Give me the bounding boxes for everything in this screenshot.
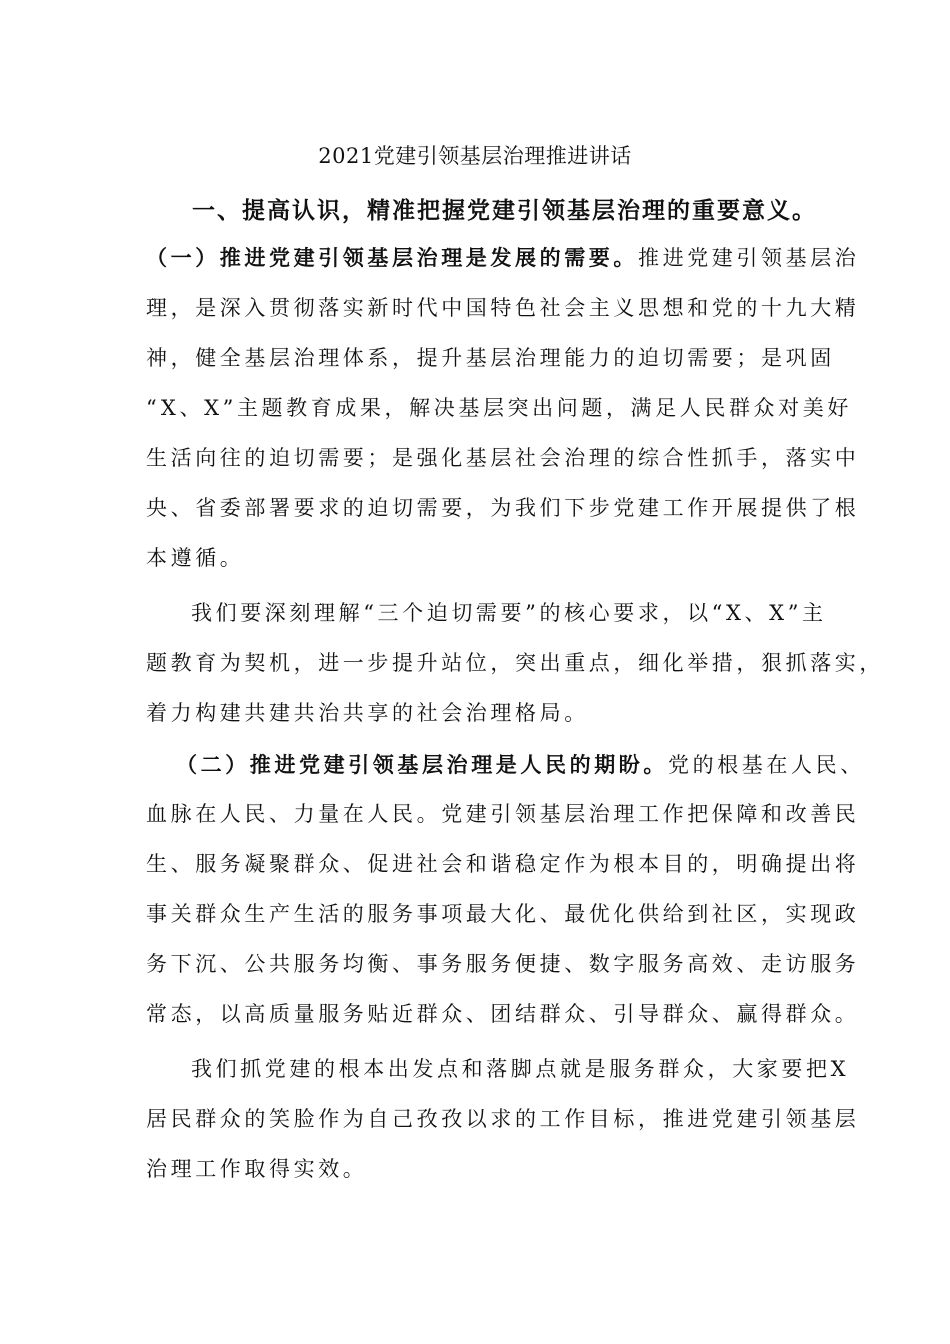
para4-line-3: 治理工作取得实效。 <box>146 1157 368 1181</box>
section2-line-1 <box>176 750 876 780</box>
section1-line-3: 神，健全基层治理体系，提升基层治理能力的迫切需要；是巩固 <box>146 346 835 370</box>
section1-line-4: “X、X”主题教育成果，解决基层突出问题，满足人民群众对美好 <box>146 396 852 420</box>
section2-line-1-text: 党的根基在人民、 <box>668 753 865 777</box>
section1-line-6: 央、省委部署要求的迫切需要，为我们下步党建工作开展提供了根 <box>146 496 860 520</box>
document-title: 2021党建引领基层治理推进讲话 <box>318 144 632 168</box>
section1-line-2: 理，是深入贯彻落实新时代中国特色社会主义思想和党的十九大精 <box>146 296 860 320</box>
section1-line-1-text: 推进党建引领基层治 <box>638 246 860 270</box>
section2-line-3: 生、服务凝聚群众、促进社会和谐稳定作为根本目的，明确提出将 <box>146 852 860 876</box>
section2-line-2: 血脉在人民、力量在人民。党建引领基层治理工作把保障和改善民 <box>146 802 860 826</box>
section2-line-5: 务下沉、公共服务均衡、事务服务便捷、数字服务高效、走访服务 <box>146 952 860 976</box>
section1-line-7: 本遵循。 <box>146 546 245 570</box>
section2-lead-bold: （二）推进党建引领基层治理是人民的期盼。 <box>176 752 668 777</box>
section1-line-1 <box>146 243 860 273</box>
para2-line-1: 我们要深刻理解“三个迫切需要”的核心要求，以“X、X”主 <box>191 601 827 625</box>
section1-line-5: 生活向往的迫切需要；是强化基层社会治理的综合性抓手，落实中 <box>146 446 860 470</box>
section-heading-1: 一、提高认识，精准把握党建引领基层治理的重要意义。 <box>192 197 817 224</box>
section2-line-6: 常态，以高质量服务贴近群众、团结群众、引导群众、赢得群众。 <box>146 1002 860 1026</box>
para4-line-2: 居民群众的笑脸作为自己孜孜以求的工作目标，推进党建引领基层 <box>146 1107 860 1131</box>
para2-line-2: 题教育为契机，进一步提升站位，突出重点，细化举措，狠抓落实， <box>146 651 884 675</box>
para2-line-3: 着力构建共建共治共享的社会治理格局。 <box>146 701 589 725</box>
para4-line-1: 我们抓党建的根本出发点和落脚点就是服务群众，大家要把X <box>191 1057 850 1081</box>
section1-lead-bold: （一）推进党建引领基层治理是发展的需要。 <box>146 245 638 270</box>
section2-line-4: 事关群众生产生活的服务事项最大化、最优化供给到社区，实现政 <box>146 902 860 926</box>
